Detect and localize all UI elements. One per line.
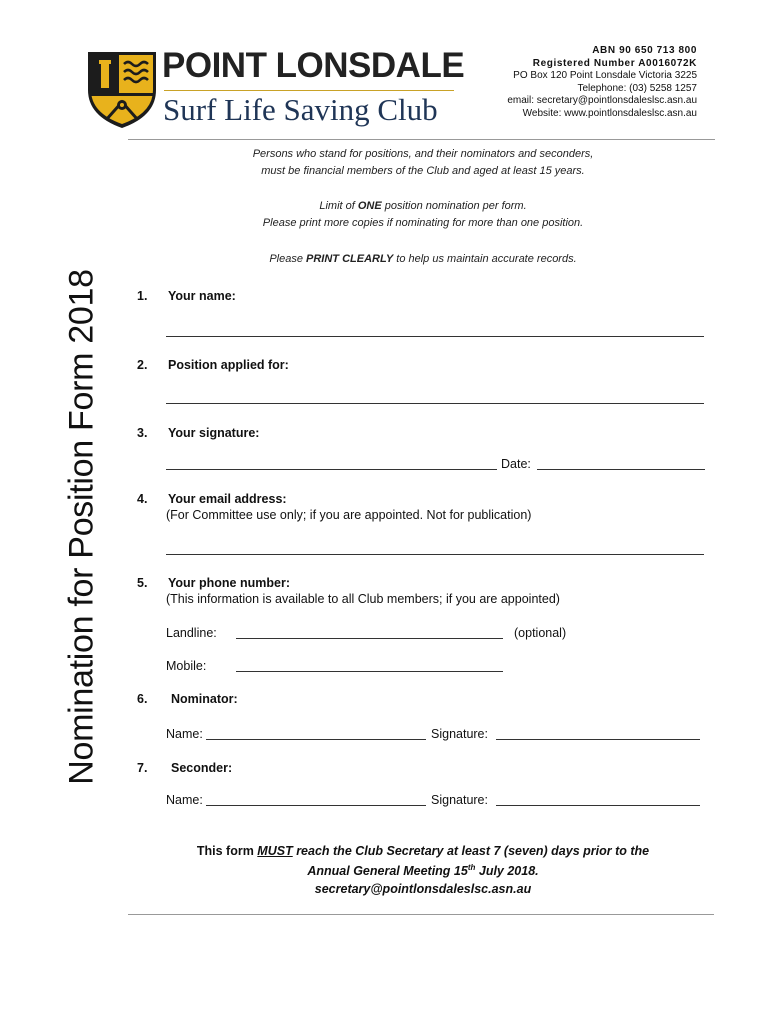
seconder-label: Seconder: (171, 761, 233, 775)
po-box: PO Box 120 Point Lonsdale Victoria 3225 (513, 70, 697, 82)
field-1-number: 1. (137, 289, 148, 303)
seconder-signature-field[interactable] (496, 805, 700, 806)
print-suffix: to help us maintain accurate records. (393, 253, 577, 265)
field-3-number: 3. (137, 426, 148, 440)
field-7-number: 7. (137, 761, 148, 775)
mobile-field[interactable] (236, 671, 503, 672)
club-address-block (507, 45, 697, 121)
phone-label: Your phone number: (168, 576, 290, 590)
email-note: (For Committee use only; if you are appointed. Not for publication) (166, 508, 532, 522)
landline-label: Landline: (166, 626, 217, 640)
club-logo (86, 50, 158, 130)
field-4-number: 4. (137, 492, 148, 506)
intro-line-1: Persons who stand for positions, and their nominators and seconders, (252, 148, 594, 160)
limit-bold: ONE (357, 200, 382, 212)
logo-divider (164, 90, 454, 91)
website: Website: www.pointlonsdaleslsc.asn.au (522, 107, 697, 119)
copies-note: Please print more copies if nominating for more than one position. (262, 217, 584, 229)
field-5-number: 5. (137, 576, 148, 590)
limit-suffix: position nomination per form. (381, 200, 527, 212)
abn: ABN 90 650 713 800 (592, 45, 697, 56)
deadline-must: MUST (257, 844, 293, 858)
footer-divider (128, 914, 714, 915)
intro-line-2: must be financial members of the Club and aged at least 15 years. (261, 165, 585, 177)
seconder-name-label: Name: (166, 793, 203, 807)
deadline-prefix: This form (196, 844, 258, 858)
club-subtitle: Surf Life Saving Club (163, 92, 438, 127)
your-name-field[interactable] (166, 336, 704, 337)
agm-sup: th (467, 863, 476, 872)
deadline-line-1 (128, 844, 718, 858)
deadline-line-2 (128, 863, 718, 878)
agm-suffix: July 2018. (475, 864, 539, 879)
landline-field[interactable] (236, 638, 503, 639)
print-prefix: Please (269, 253, 307, 265)
phone-note: (This information is available to all Club members; if you are appointed) (166, 592, 560, 606)
form-title: Nomination for Position Form 2018 (62, 269, 101, 785)
registered-number: Registered Number A0016072K (532, 57, 697, 69)
position-field[interactable] (166, 403, 704, 404)
telephone: Telephone: (03) 5258 1257 (577, 82, 697, 94)
deadline-suffix: reach the Club Secretary at least 7 (seven) days prior to the (292, 844, 650, 858)
limit-prefix: Limit of (319, 200, 358, 212)
field-2-number: 2. (137, 358, 148, 372)
seconder-signature-label: Signature: (431, 793, 488, 807)
signature-field[interactable] (166, 469, 497, 470)
position-label: Position applied for: (168, 358, 289, 372)
mobile-label: Mobile: (166, 659, 207, 673)
club-name: POINT LONSDALE (162, 46, 465, 85)
print-note (128, 253, 718, 265)
field-6-number: 6. (137, 692, 148, 706)
date-field[interactable] (537, 469, 705, 470)
nominator-signature-label: Signature: (431, 727, 488, 741)
agm-prefix: Annual General Meeting 15 (307, 864, 468, 879)
email-field[interactable] (166, 554, 704, 555)
print-bold: PRINT CLEARLY (306, 253, 394, 265)
nominator-name-field[interactable] (206, 739, 426, 740)
limit-note (128, 200, 718, 212)
secretary-email: secretary@pointlonsdaleslsc.asn.au (314, 882, 532, 896)
lighthouse-icon (101, 62, 109, 88)
optional-note: (optional) (514, 626, 567, 640)
signature-label: Your signature: (168, 426, 260, 440)
header-divider (128, 139, 715, 140)
email: email: secretary@pointlonsdaleslsc.asn.au (507, 95, 697, 107)
date-label: Date: (501, 457, 531, 471)
nominator-label: Nominator: (171, 692, 238, 706)
seconder-name-field[interactable] (206, 805, 426, 806)
your-name-label: Your name: (168, 289, 236, 303)
email-label: Your email address: (168, 492, 287, 506)
nominator-name-label: Name: (166, 727, 203, 741)
nominator-signature-field[interactable] (496, 739, 700, 740)
